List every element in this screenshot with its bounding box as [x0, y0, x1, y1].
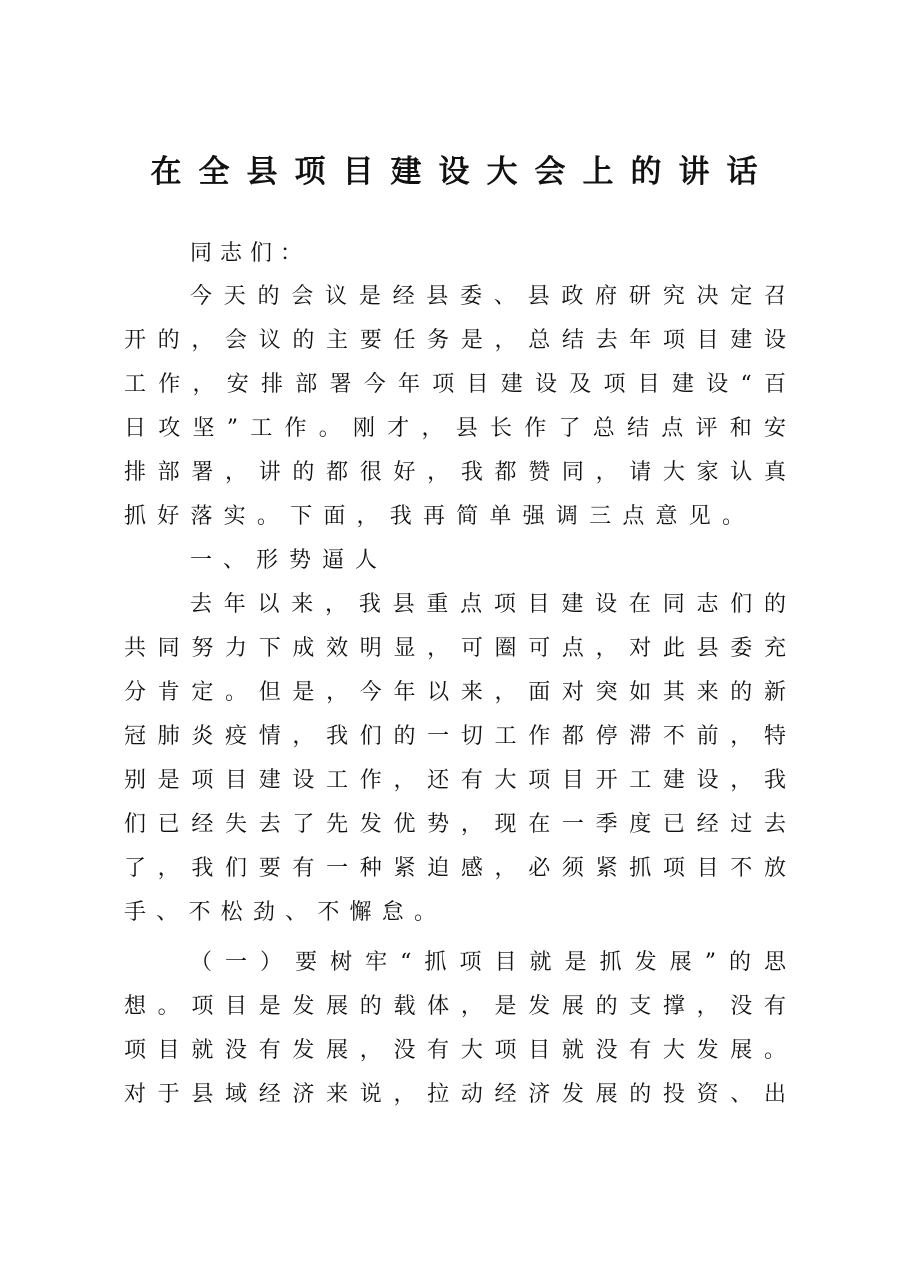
body-line: 排部署，讲的都很好，我都赞同，请大家认真 — [124, 460, 786, 485]
section-heading: 一、形势逼人 — [190, 548, 389, 573]
salutation: 同志们： — [190, 241, 311, 266]
document-title: 在全县项目建设大会上的讲话 — [150, 154, 775, 190]
body-line: 了，我们要有一种紧迫感，必须紧抓项目不放 — [124, 856, 786, 881]
body-line: 去年以来，我县重点项目建设在同志们的 — [190, 592, 786, 617]
body-line: 对于县域经济来说，拉动经济发展的投资、出 — [124, 1082, 786, 1107]
body-line: 们已经失去了先发优势，现在一季度已经过去 — [124, 812, 786, 837]
body-line: 手、不松劲、不懈怠。 — [124, 900, 436, 925]
body-line: 想。项目是发展的载体，是发展的支撑，没有 — [124, 994, 786, 1019]
body-line: 共同努力下成效明显，可圈可点，对此县委充 — [124, 636, 786, 661]
body-line: 别是项目建设工作，还有大项目开工建设，我 — [124, 768, 786, 793]
body-line: 开的，会议的主要任务是，总结去年项目建设 — [124, 328, 786, 353]
body-line: 项目就没有发展，没有大项目就没有大发展。 — [124, 1038, 786, 1063]
body-line: 冠肺炎疫情，我们的一切工作都停滞不前，特 — [124, 724, 786, 749]
body-line: 抓好落实。下面，我再简单强调三点意见。 — [124, 504, 744, 529]
body-line: 日攻坚”工作。刚才，县长作了总结点评和安 — [124, 416, 786, 441]
body-line: 今天的会议是经县委、县政府研究决定召 — [190, 284, 786, 309]
subsection-line: （一）要树牢“抓项目就是抓发展”的思 — [190, 950, 786, 975]
body-line: 分肯定。但是，今年以来，面对突如其来的新 — [124, 680, 786, 705]
body-line: 工作，安排部署今年项目建设及项目建设“百 — [124, 372, 786, 397]
